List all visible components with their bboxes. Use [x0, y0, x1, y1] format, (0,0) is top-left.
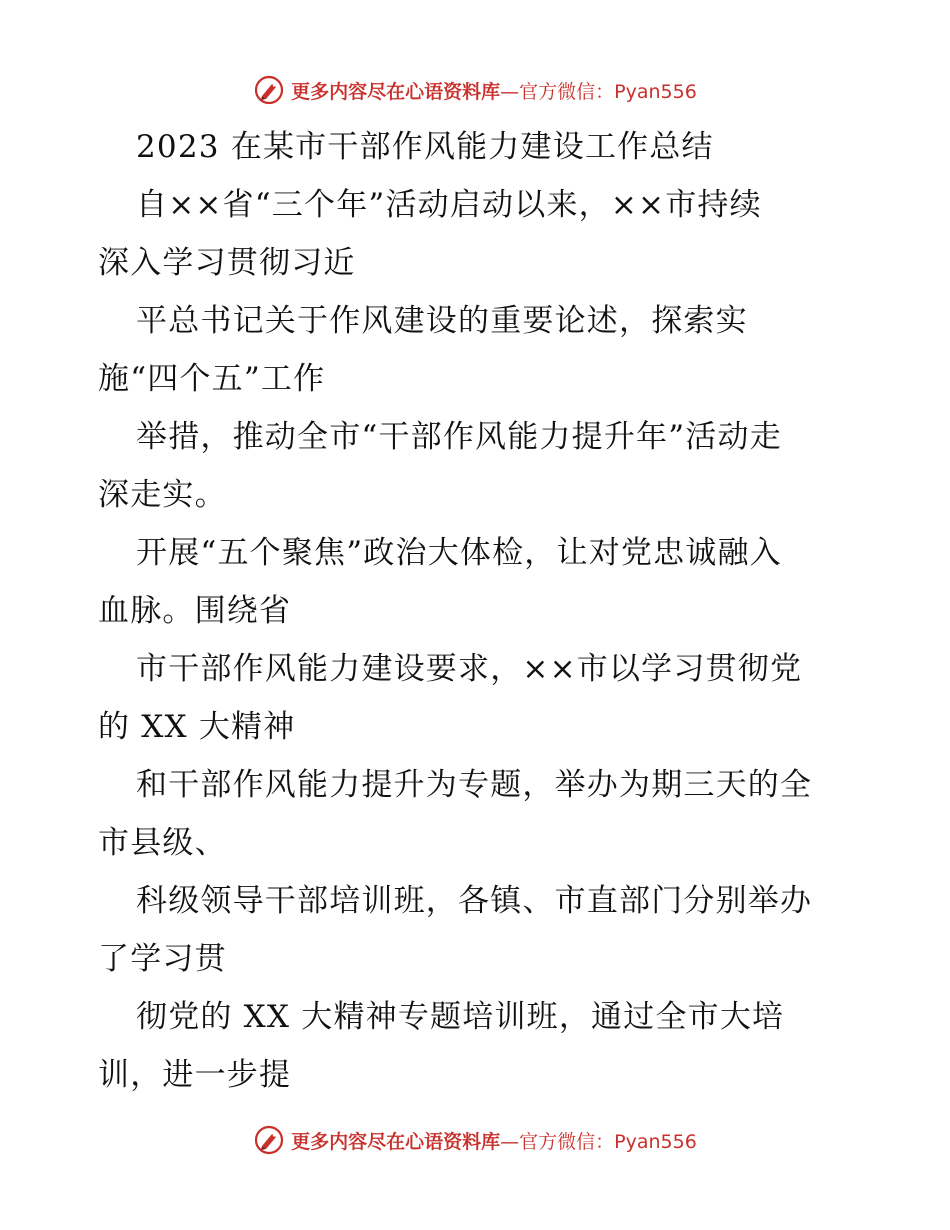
paragraph-line: 开展“五个聚焦”政治大体检，让对党忠诚融入	[136, 535, 782, 571]
header-banner	[0, 70, 950, 110]
paragraph-line: 举措，推动全市“干部作风能力提升年”活动走	[136, 419, 782, 455]
logo-pen-icon	[253, 74, 285, 106]
document-body	[98, 118, 854, 1104]
paragraph-line: 施“四个五”工作	[98, 361, 326, 397]
footer-banner	[0, 1120, 950, 1160]
paragraph-line: 平总书记关于作风建设的重要论述，探索实	[136, 303, 748, 339]
logo-pen-icon	[253, 1124, 285, 1156]
header-banner-text: 更多内容尽在心语资料库—官方微信：Pyan556	[291, 80, 697, 103]
paragraph-line: 科级领导干部培训班，各镇、市直部门分别举办	[136, 883, 813, 919]
paragraph-line: 彻党的 XX 大精神专题培训班，通过全市大培	[136, 999, 785, 1035]
paragraph-line: 市干部作风能力建设要求，××市以学习贯彻党	[136, 651, 803, 687]
footer-banner-text: 更多内容尽在心语资料库—官方微信：Pyan556	[291, 1130, 697, 1153]
paragraph-line: 深入学习贯彻习近	[98, 245, 356, 281]
paragraph-line: 市县级、	[98, 825, 227, 861]
paragraph-line: 自××省“三个年”活动启动以来，××市持续	[136, 187, 762, 223]
paragraph-line: 血脉。围绕省	[98, 593, 292, 629]
paragraph-line: 深走实。	[98, 477, 227, 513]
paragraph-line: 训，进一步提	[98, 1057, 292, 1093]
document-title: 2023 在某市干部作风能力建设工作总结	[136, 129, 714, 165]
paragraph-line: 和干部作风能力提升为专题，举办为期三天的全	[136, 767, 813, 803]
paragraph-line: 了学习贯	[98, 941, 227, 977]
paragraph-line: 的 XX 大精神	[98, 709, 296, 745]
